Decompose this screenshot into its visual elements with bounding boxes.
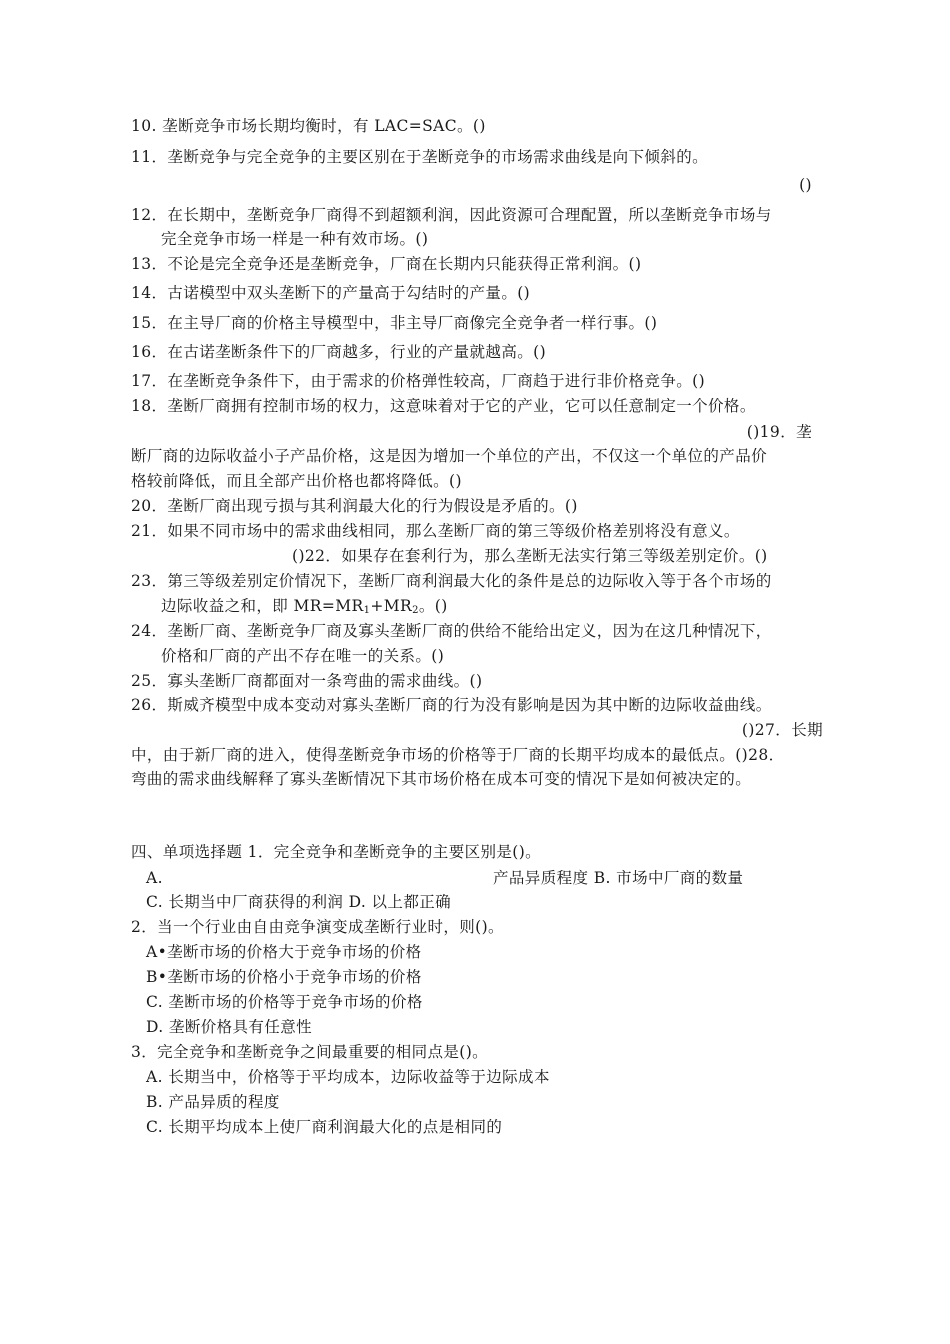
tf-question-21: 21．如果不同市场中的需求曲线相同，那么垄断厂商的第三等级价格差别将没有意义。 bbox=[131, 522, 740, 540]
formula-prefix: 边际收益之和，即 MR=MR bbox=[161, 597, 364, 615]
tf-question-27: 中，由于新厂商的进入，使得垄断竞争市场的价格等于厂商的长期平均成本的最低点。()28． bbox=[131, 746, 785, 764]
tf-question-25: 25．寡头垄断厂商都面对一条弯曲的需求曲线。() bbox=[131, 672, 483, 690]
tf-question-24-line2: 价格和厂商的产出不存在唯一的关系。() bbox=[161, 647, 445, 665]
tf-question-13: 13．不论是完全竞争还是垄断竞争，厂商在长期内只能获得正常利润。() bbox=[131, 255, 642, 273]
tf-question-18-19-join: ()19．垄 bbox=[746, 423, 812, 441]
tf-question-10: 10. 垄断竞争市场长期均衡时，有 LAC=SAC。() bbox=[131, 117, 486, 135]
mc-q3-option-c: C. 长期平均成本上使厂商利润最大化的点是相同的 bbox=[146, 1118, 503, 1136]
formula-middle: +MR bbox=[370, 597, 413, 615]
tf-question-20: 20．垄断厂商出现亏损与其利润最大化的行为假设是矛盾的。() bbox=[131, 497, 578, 515]
mc-q2-option-a: A•垄断市场的价格大于竞争市场的价格 bbox=[146, 943, 422, 961]
tf-question-21-22-join: ()22．如果存在套利行为，那么垄断无法实行第三等级差别定价。() bbox=[292, 547, 768, 565]
mc-q1-options-a-b: 产品异质程度 B. 市场中厂商的数量 bbox=[493, 869, 744, 887]
formula-suffix: 。() bbox=[418, 597, 448, 615]
mc-q1-option-a-label: A. bbox=[146, 869, 163, 887]
tf-question-19-line2: 格较前降低，而且全部产出价格也都将降低。() bbox=[131, 472, 462, 490]
mc-q1-options-c-d: C. 长期当中厂商获得的利润 D. 以上都正确 bbox=[146, 893, 452, 911]
subscript-2: 2 bbox=[412, 605, 419, 616]
tf-question-16: 16．在古诺垄断条件下的厂商越多，行业的产量就越高。() bbox=[131, 343, 547, 361]
mc-q2-option-b: B•垄断市场的价格小于竞争市场的价格 bbox=[146, 968, 422, 986]
tf-question-23-line1: 23．第三等级差别定价情况下，垄断厂商利润最大化的条件是总的边际收入等于各个市场的 bbox=[131, 572, 772, 590]
mc-q2-option-c: C. 垄断市场的价格等于竞争市场的价格 bbox=[146, 993, 423, 1011]
tf-question-11-answer-blank: () bbox=[799, 176, 812, 194]
subscript-1: 1 bbox=[363, 605, 371, 616]
mc-q3-option-a: A. 长期当中，价格等于平均成本，边际收益等于边际成本 bbox=[146, 1068, 550, 1086]
tf-question-26: 26．斯威齐模型中成本变动对寡头垄断厂商的行为没有影响是因为其中断的边际收益曲线。 bbox=[131, 696, 772, 714]
tf-question-12-line2: 完全竞争市场一样是一种有效市场。() bbox=[161, 230, 429, 248]
tf-question-19-line1: 断厂商的边际收益小子产品价格，这是因为增加一个单位的产出，不仅这一个单位的产品价 bbox=[131, 447, 768, 465]
mc-q2-option-d: D. 垄断价格具有任意性 bbox=[146, 1018, 313, 1036]
tf-question-11: 11．垄断竞争与完全竞争的主要区别在于垄断竞争的市场需求曲线是向下倾斜的。 bbox=[131, 148, 709, 166]
tf-question-24-line1: 24．垄断厂商、垄断竞争厂商及寡头垄断厂商的供给不能给出定义，因为在这几种情况下， bbox=[131, 622, 772, 640]
mc-question-3: 3．完全竞争和垄断竞争之间最重要的相同点是()。 bbox=[131, 1043, 489, 1061]
tf-question-17: 17．在垄断竞争条件下，由于需求的价格弹性较高，厂商趋于进行非价格竞争。() bbox=[131, 372, 706, 390]
tf-question-12-line1: 12．在长期中，垄断竞争厂商得不到超额利润，因此资源可合理配置，所以垄断竞争市场与 bbox=[131, 206, 772, 224]
mc-section-heading: 四、单项选择题 1．完全竞争和垄断竞争的主要区别是()。 bbox=[131, 843, 542, 861]
tf-question-14: 14．古诺模型中双头垄断下的产量高于勾结时的产量。() bbox=[131, 284, 531, 302]
mc-q3-option-b: B. 产品异质的程度 bbox=[146, 1093, 280, 1111]
tf-question-18: 18．垄断厂商拥有控制市场的权力，这意味着对于它的产业，它可以任意制定一个价格。 bbox=[131, 397, 756, 415]
mc-question-2: 2．当一个行业由自由竞争演变成垄断行业时，则()。 bbox=[131, 918, 504, 936]
tf-question-15: 15．在主导厂商的价格主导模型中，非主导厂商像完全竞争者一样行事。() bbox=[131, 314, 658, 332]
tf-question-28: 弯曲的需求曲线解释了寡头垄断情况下其市场价格在成本可变的情况下是如何被决定的。 bbox=[131, 770, 752, 788]
tf-question-26-27-join: ()27．长期 bbox=[741, 721, 823, 739]
tf-question-23-line2 bbox=[161, 595, 448, 617]
